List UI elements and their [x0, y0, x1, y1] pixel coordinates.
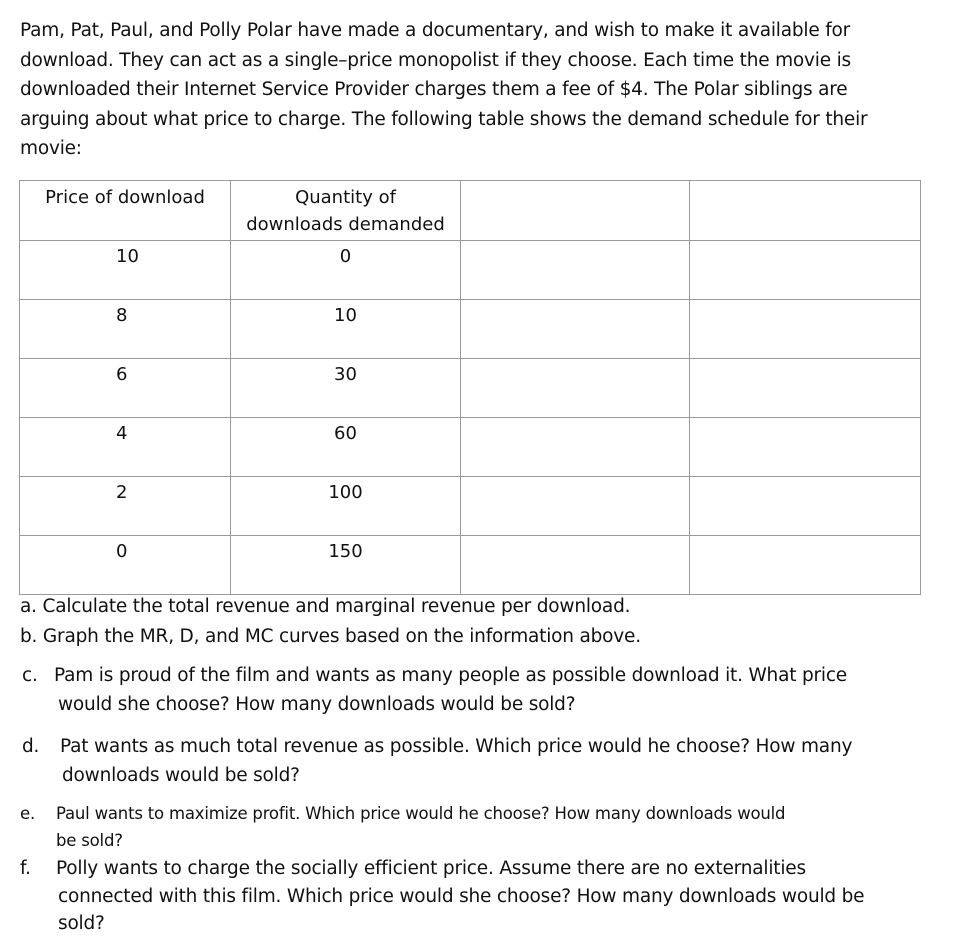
- question-b: [20, 623, 920, 652]
- header-blank-4: [690, 181, 921, 241]
- header-quantity-line: downloads demanded: [246, 214, 445, 235]
- blank-cell: [461, 359, 690, 418]
- question-f: [20, 855, 920, 938]
- table-row: [20, 241, 921, 300]
- question-f-line: Polly wants to charge the socially efficient price. Assume there are no externalities: [56, 858, 806, 879]
- quantity-cell: 30: [231, 359, 461, 418]
- price-cell: 0: [20, 536, 231, 595]
- question-d-line: Pat wants as much total revenue as possible. Which price would he choose? How many: [60, 736, 853, 757]
- quantity-cell: 0: [231, 241, 461, 300]
- quantity-cell: 60: [231, 418, 461, 477]
- intro-paragraph: [20, 16, 920, 164]
- price-cell: 2: [20, 477, 231, 536]
- intro-line: movie:: [20, 138, 82, 159]
- question-e-line: be sold?: [56, 831, 123, 850]
- intro-line: Pam, Pat, Paul, and Polly Polar have made a documentary, and wish to make it available for: [20, 20, 851, 41]
- question-b-text: b. Graph the MR, D, and MC curves based on the information above.: [20, 626, 641, 647]
- question-e-line: Paul wants to maximize profit. Which price would he choose? How many downloads would: [56, 804, 786, 823]
- blank-cell: [690, 241, 921, 300]
- table-row: [20, 300, 921, 359]
- header-quantity-line: Quantity of: [295, 187, 396, 208]
- question-d-line: downloads would be sold?: [62, 764, 300, 786]
- question-c: [22, 662, 922, 719]
- intro-line: arguing about what price to charge. The following table shows the demand schedule for their: [20, 108, 868, 130]
- price-cell: 8: [20, 300, 231, 359]
- question-c-label: c.: [22, 665, 38, 686]
- price-cell: 4: [20, 418, 231, 477]
- blank-cell: [690, 418, 921, 477]
- blank-cell: [461, 300, 690, 359]
- blank-cell: [461, 477, 690, 536]
- question-c-line: Pam is proud of the film and wants as many people as possible download it. What price: [54, 665, 847, 686]
- blank-cell: [461, 418, 690, 477]
- blank-cell: [690, 536, 921, 595]
- header-blank-3: [461, 181, 690, 241]
- question-c-line: would she choose? How many downloads would be sold?: [58, 693, 576, 715]
- intro-line: download. They can act as a single–price monopolist if they choose. Each time the movie is: [20, 49, 851, 71]
- question-a: [20, 593, 920, 622]
- table-header-row: [20, 181, 921, 241]
- quantity-cell: 10: [231, 300, 461, 359]
- question-d: [22, 733, 922, 790]
- table-row: [20, 359, 921, 418]
- price-cell: 10: [20, 241, 231, 300]
- question-e-label: e.: [20, 804, 35, 823]
- question-f-line: sold?: [58, 913, 105, 934]
- question-a-text: a. Calculate the total revenue and marginal revenue per download.: [20, 596, 631, 617]
- blank-cell: [461, 241, 690, 300]
- blank-cell: [461, 536, 690, 595]
- demand-schedule-table: [19, 180, 921, 595]
- question-f-line: connected with this film. Which price would she choose? How many downloads would be: [58, 885, 865, 907]
- quantity-cell: 100: [231, 477, 461, 536]
- question-f-label: f.: [20, 858, 31, 879]
- table-row: [20, 418, 921, 477]
- table-row: [20, 536, 921, 595]
- header-quantity: [231, 181, 461, 241]
- question-d-label: d.: [22, 736, 40, 757]
- header-price: Price of download: [20, 181, 231, 241]
- price-cell: 6: [20, 359, 231, 418]
- intro-line: downloaded their Internet Service Provider charges them a fee of $4. The Polar siblings are: [20, 79, 848, 100]
- blank-cell: [690, 477, 921, 536]
- quantity-cell: 150: [231, 536, 461, 595]
- blank-cell: [690, 300, 921, 359]
- blank-cell: [690, 359, 921, 418]
- table-row: [20, 477, 921, 536]
- question-e: [20, 800, 920, 854]
